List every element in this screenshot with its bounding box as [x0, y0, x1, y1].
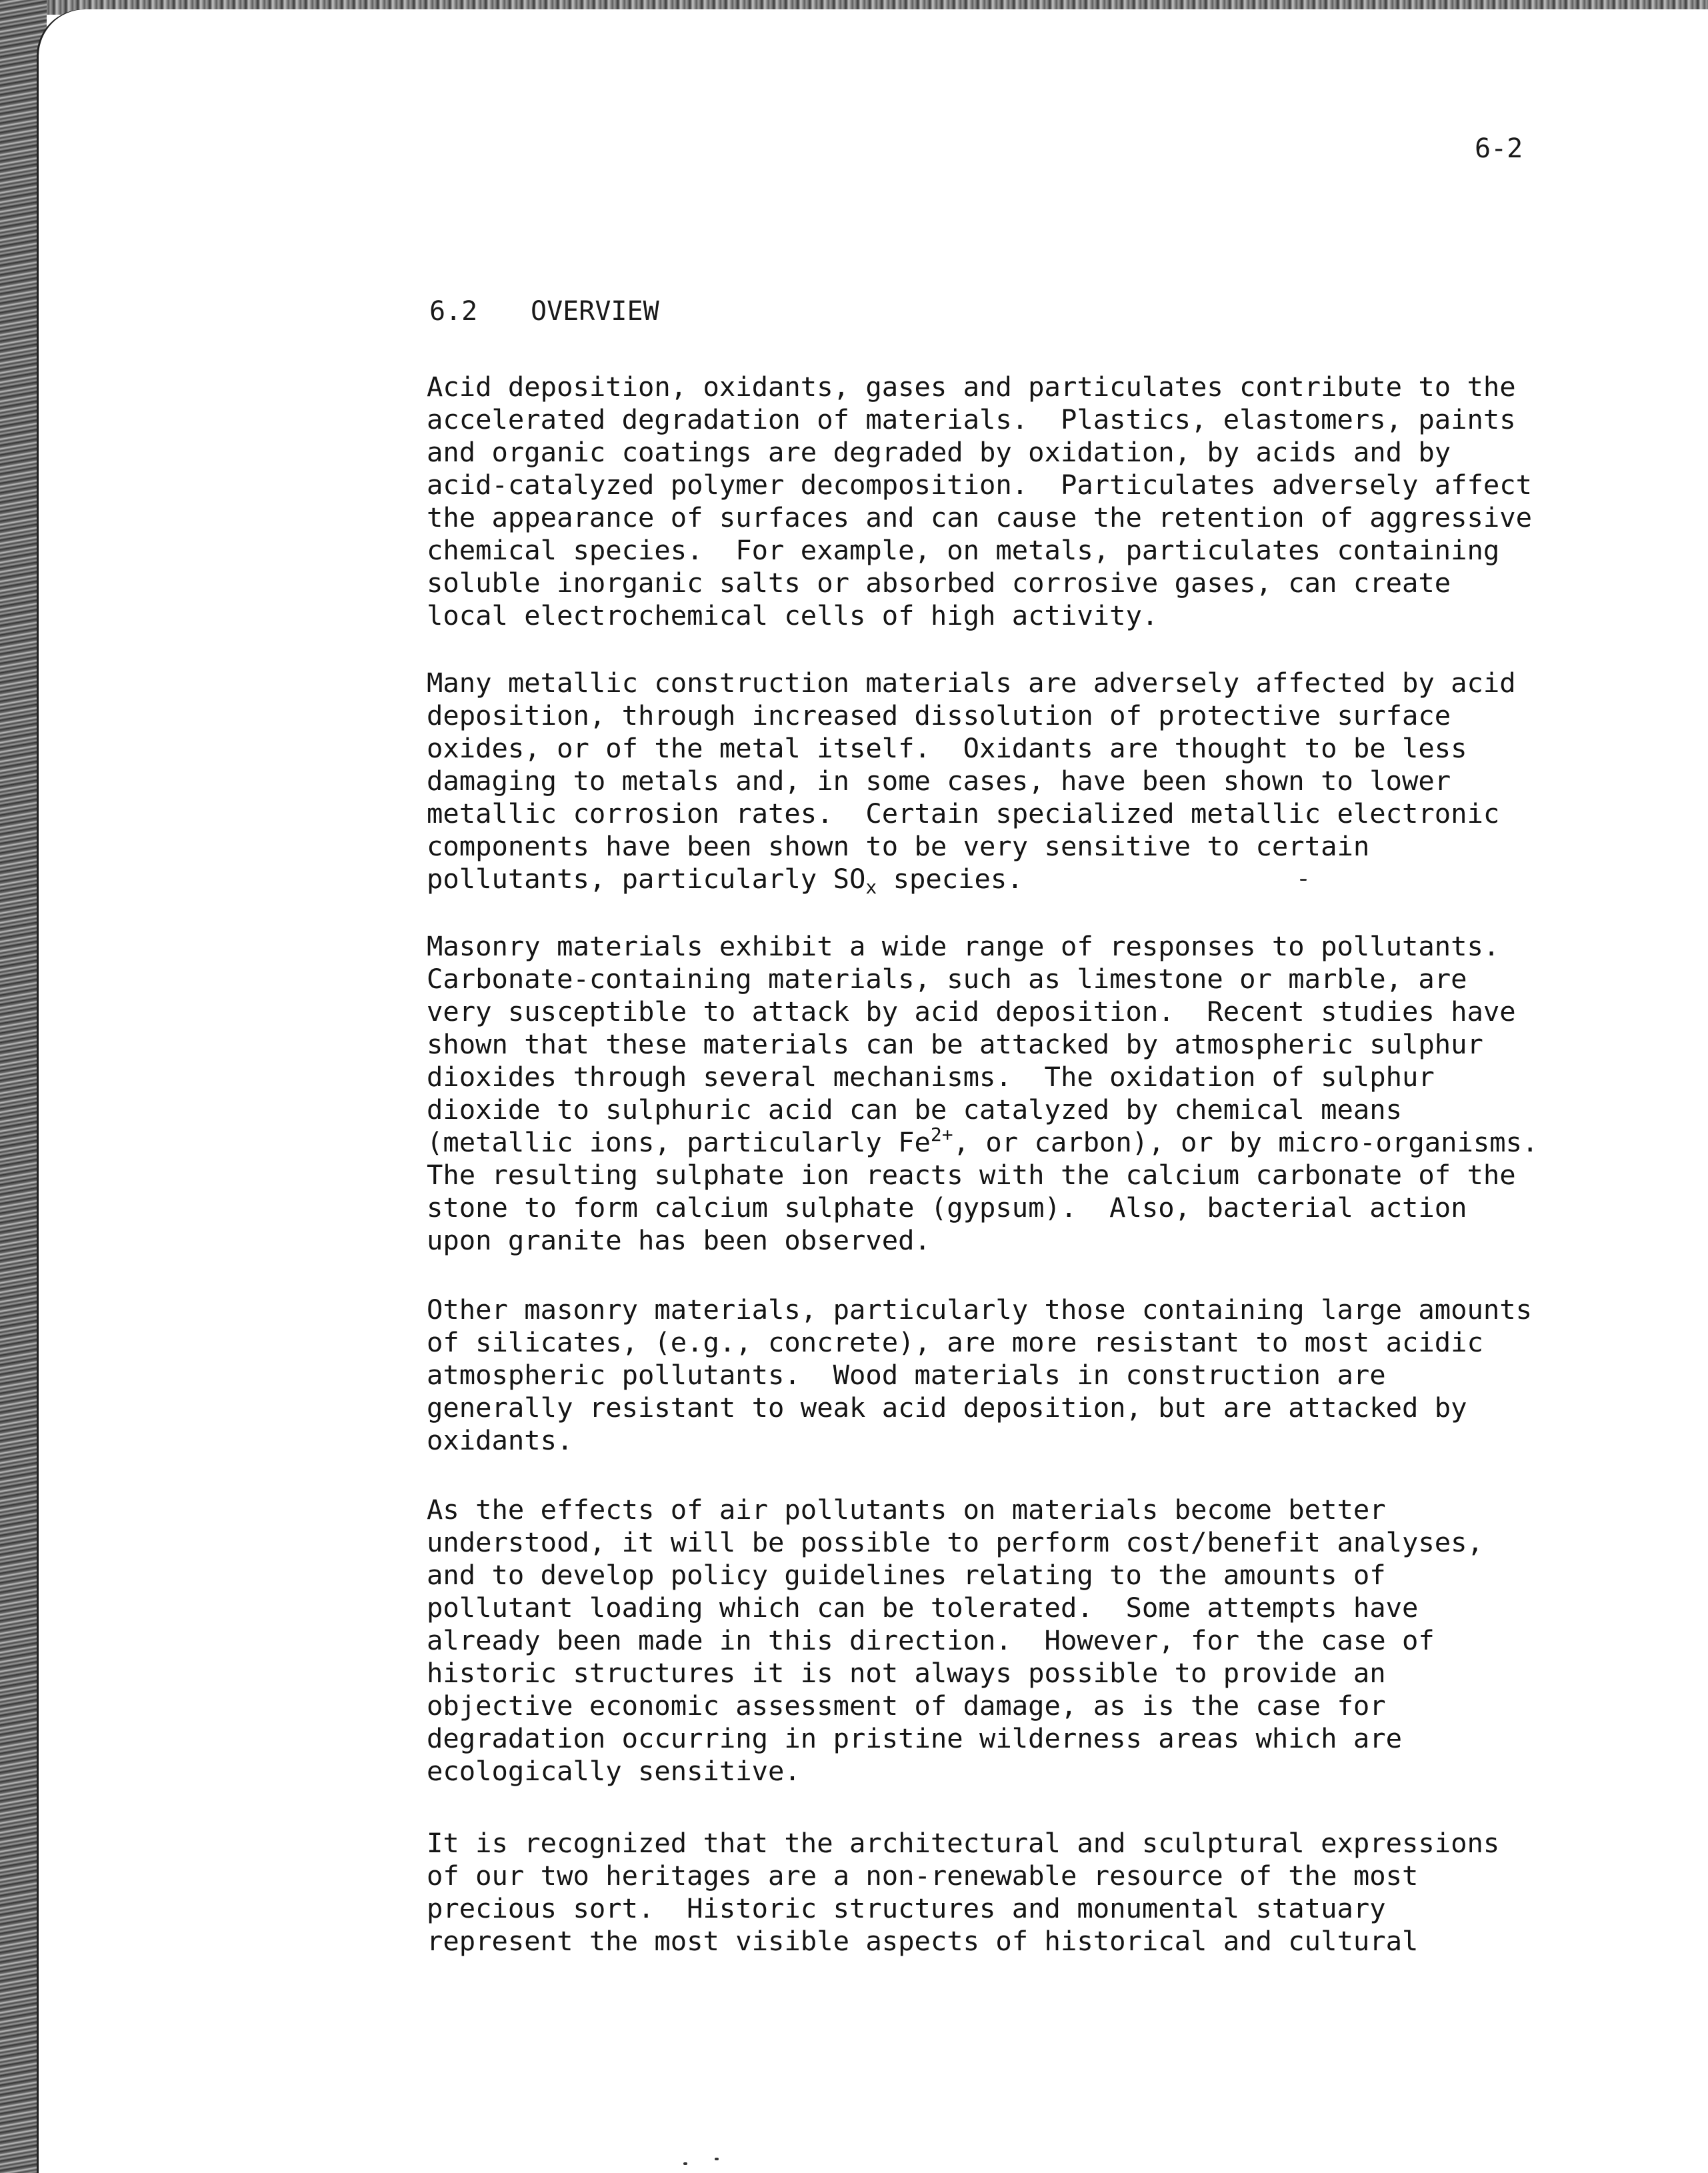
text-run: (metallic ions, particularly Fe [427, 1126, 931, 1158]
text-line: components have been shown to be very sensitive to certain [427, 830, 1370, 862]
text-line: degradation occurring in pristine wilderness areas which are [427, 1722, 1402, 1754]
superscript: 2+ [930, 1124, 953, 1146]
scan-speck [1300, 879, 1307, 881]
text-line-with-superscript [427, 1126, 1538, 1159]
text-line: oxidants. [427, 1424, 573, 1456]
scan-speck [683, 2162, 687, 2165]
paragraph-3 [427, 930, 1538, 1257]
text-line: and organic coatings are degraded by oxidation, by acids and by [427, 436, 1451, 468]
section-heading [429, 296, 659, 327]
text-run: pollutants, particularly SO [427, 863, 866, 895]
text-line: generally resistant to weak acid deposition, but are attacked by [427, 1392, 1467, 1424]
text-run: species. [877, 863, 1023, 895]
text-line: of our two heritages are a non-renewable resource of the most [427, 1860, 1419, 1892]
text-line: Carbonate-containing materials, such as limestone or marble, are [427, 963, 1467, 995]
text-line: soluble inorganic salts or absorbed corrosive gases, can create [427, 567, 1451, 599]
text-line: Many metallic construction materials are adversely affected by acid [427, 667, 1516, 699]
text-line: damaging to metals and, in some cases, have been shown to lower [427, 765, 1451, 797]
text-line: objective economic assessment of damage, as is the case for [427, 1690, 1386, 1722]
page-number: 6-2 [1475, 133, 1523, 164]
text-line: deposition, through increased dissolution of protective surface [427, 699, 1451, 731]
text-line: historic structures it is not always possible to provide an [427, 1657, 1386, 1689]
text-line: and to develop policy guidelines relating to the amounts of [427, 1559, 1386, 1591]
text-line: stone to form calcium sulphate (gypsum). Also, bacterial action [427, 1192, 1467, 1224]
text-line: dioxide to sulphuric acid can be catalyzed by chemical means [427, 1094, 1402, 1126]
text-line-with-subscript [427, 863, 1516, 898]
text-line: Other masonry materials, particularly those containing large amounts [427, 1294, 1533, 1326]
text-line: As the effects of air pollutants on materials become better [427, 1494, 1386, 1526]
text-line: of silicates, (e.g., concrete), are more resistant to most acidic [427, 1326, 1483, 1358]
text-line: ecologically sensitive. [427, 1755, 801, 1787]
paragraph-6 [427, 1827, 1499, 1958]
text-line: dioxides through several mechanisms. The oxidation of sulphur [427, 1061, 1435, 1093]
text-line: already been made in this direction. However, for the case of [427, 1624, 1435, 1656]
text-line: It is recognized that the architectural and sculptural expressions [427, 1827, 1500, 1859]
section-title: OVERVIEW [531, 296, 659, 327]
text-line: acid-catalyzed polymer decomposition. Particulates adversely affect [427, 469, 1533, 501]
subscript: x [865, 876, 877, 898]
text-line: oxides, or of the metal itself. Oxidants are thought to be less [427, 732, 1467, 764]
text-line: atmospheric pollutants. Wood materials in construction are [427, 1359, 1386, 1391]
text-line: upon granite has been observed. [427, 1224, 931, 1256]
section-number: 6.2 [429, 296, 478, 327]
text-line: metallic corrosion rates. Certain specialized metallic electronic [427, 797, 1500, 829]
text-line: shown that these materials can be attacked by atmospheric sulphur [427, 1028, 1483, 1060]
text-line: pollutant loading which can be tolerated. Some attempts have [427, 1592, 1419, 1624]
text-line: precious sort. Historic structures and monumental statuary [427, 1892, 1386, 1924]
text-line: understood, it will be possible to perform cost/benefit analyses, [427, 1526, 1483, 1558]
scan-speck [715, 2158, 719, 2160]
text-line: represent the most visible aspects of historical and cultural [427, 1925, 1419, 1957]
paragraph-4 [427, 1294, 1532, 1457]
text-line: The resulting sulphate ion reacts with the calcium carbonate of the [427, 1159, 1516, 1191]
text-line: chemical species. For example, on metals, particulates containing [427, 534, 1500, 566]
text-line: local electrochemical cells of high activity. [427, 599, 1159, 631]
text-line: Masonry materials exhibit a wide range of responses to pollutants. [427, 930, 1500, 962]
paragraph-5 [427, 1494, 1483, 1788]
text-line: Acid deposition, oxidants, gases and particulates contribute to the [427, 371, 1516, 403]
paragraph-2 [427, 667, 1516, 898]
text-line: the appearance of surfaces and can cause the retention of aggressive [427, 501, 1533, 533]
paragraph-1 [427, 371, 1532, 632]
text-line: very susceptible to attack by acid deposition. Recent studies have [427, 995, 1516, 1027]
text-run: , or carbon), or by micro-organisms. [953, 1126, 1539, 1158]
text-line: accelerated degradation of materials. Plastics, elastomers, paints [427, 403, 1516, 435]
